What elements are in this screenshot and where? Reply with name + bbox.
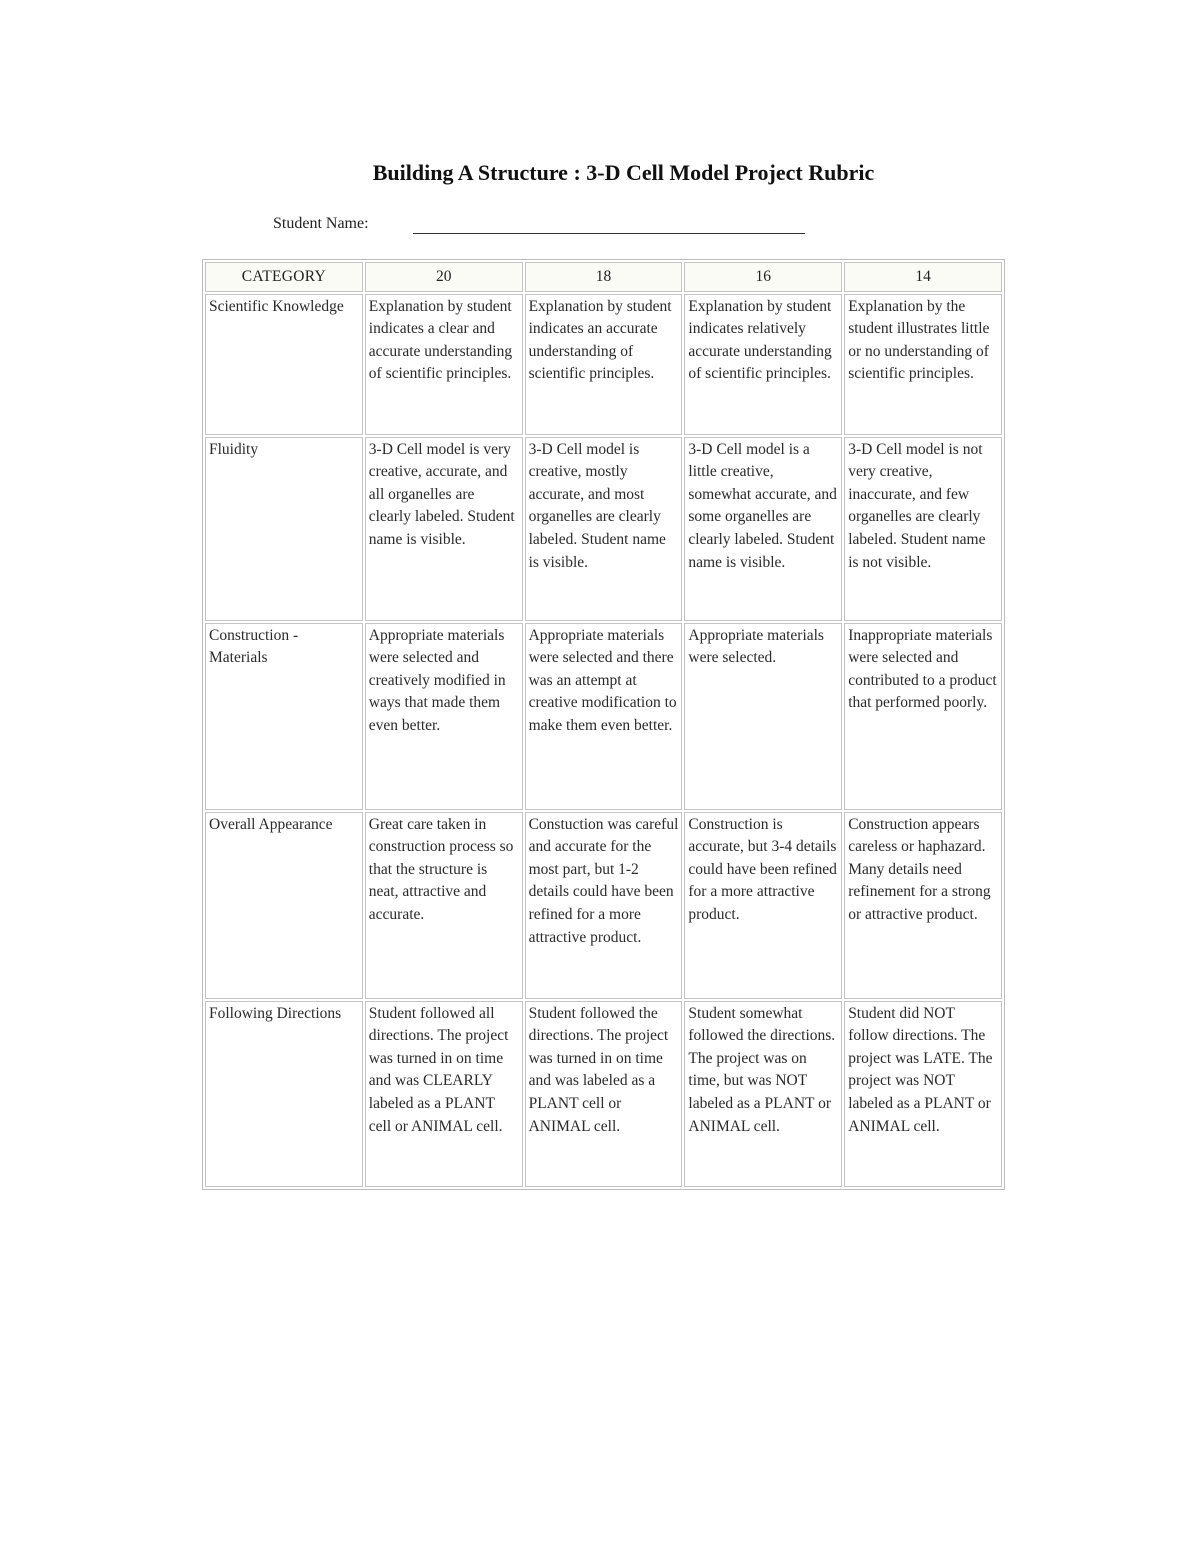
- criteria-cell-20: Appropriate materials were selected and creatively modified in ways that made them even better.: [365, 623, 523, 810]
- criteria-cell-16: Explanation by student indicates relatively accurate understanding of scientific principles.: [684, 294, 842, 435]
- header-score-20: 20: [365, 262, 523, 292]
- rubric-table: [202, 259, 1005, 1190]
- criteria-cell-16: 3-D Cell model is a little creative, somewhat accurate, and some organelles are clearly labeled. Student name is visible.: [684, 437, 842, 621]
- header-score-18: 18: [525, 262, 683, 292]
- category-cell: Following Directions: [205, 1001, 363, 1187]
- rubric-header-row: [205, 262, 1002, 292]
- rubric-row-fluidity: [205, 437, 1002, 621]
- criteria-cell-18: 3-D Cell model is creative, mostly accurate, and most organelles are clearly labeled. Student name is visible.: [525, 437, 683, 621]
- criteria-cell-18: Student followed the directions. The project was turned in on time and was labeled as a PLANT cell or ANIMAL cell.: [525, 1001, 683, 1187]
- category-cell: Overall Appearance: [205, 812, 363, 999]
- category-cell: Fluidity: [205, 437, 363, 621]
- criteria-cell-18: Appropriate materials were selected and there was an attempt at creative modification to make them even better.: [525, 623, 683, 810]
- criteria-cell-16: Appropriate materials were selected.: [684, 623, 842, 810]
- header-score-16: 16: [684, 262, 842, 292]
- criteria-cell-14: Inappropriate materials were selected and contributed to a product that performed poorly.: [844, 623, 1002, 810]
- criteria-cell-14: Explanation by the student illustrates little or no understanding of scientific principles.: [844, 294, 1002, 435]
- criteria-cell-14: Construction appears careless or haphazard. Many details need refinement for a strong or attractive product.: [844, 812, 1002, 999]
- student-name-row: [273, 213, 813, 239]
- criteria-cell-20: Great care taken in construction process so that the structure is neat, attractive and accurate.: [365, 812, 523, 999]
- criteria-cell-18: Explanation by student indicates an accurate understanding of scientific principles.: [525, 294, 683, 435]
- rubric-row-following-directions: [205, 1001, 1002, 1187]
- student-name-label: Student Name:: [273, 215, 369, 232]
- header-score-14: 14: [844, 262, 1002, 292]
- rubric-row-overall-appearance: [205, 812, 1002, 999]
- rubric-row-construction-materials: [205, 623, 1002, 810]
- header-category: CATEGORY: [205, 262, 363, 292]
- category-cell: Scientific Knowledge: [205, 294, 363, 435]
- rubric-row-scientific-knowledge: [205, 294, 1002, 435]
- criteria-cell-20: Explanation by student indicates a clear and accurate understanding of scientific principles.: [365, 294, 523, 435]
- criteria-cell-20: Student followed all directions. The project was turned in on time and was CLEARLY labeled as a PLANT cell or ANIMAL cell.: [365, 1001, 523, 1187]
- document-title: Building A Structure : 3-D Cell Model Project Rubric: [372, 160, 875, 185]
- criteria-cell-16: Construction is accurate, but 3-4 details could have been refined for a more attractive product.: [684, 812, 842, 999]
- criteria-cell-16: Student somewhat followed the directions. The project was on time, but was NOT labeled as a PLANT or ANIMAL cell.: [684, 1001, 842, 1187]
- criteria-cell-18: Constuction was careful and accurate for the most part, but 1-2 details could have been refined for a more attractive product.: [525, 812, 683, 999]
- student-name-blank: [413, 233, 805, 234]
- criteria-cell-14: Student did NOT follow directions. The project was LATE. The project was NOT labeled as a PLANT or ANIMAL cell.: [844, 1001, 1002, 1187]
- criteria-cell-20: 3-D Cell model is very creative, accurate, and all organelles are clearly labeled. Student name is visible.: [365, 437, 523, 621]
- criteria-cell-14: 3-D Cell model is not very creative, inaccurate, and few organelles are clearly labeled. Student name is not visible.: [844, 437, 1002, 621]
- category-cell: Construction - Materials: [205, 623, 363, 810]
